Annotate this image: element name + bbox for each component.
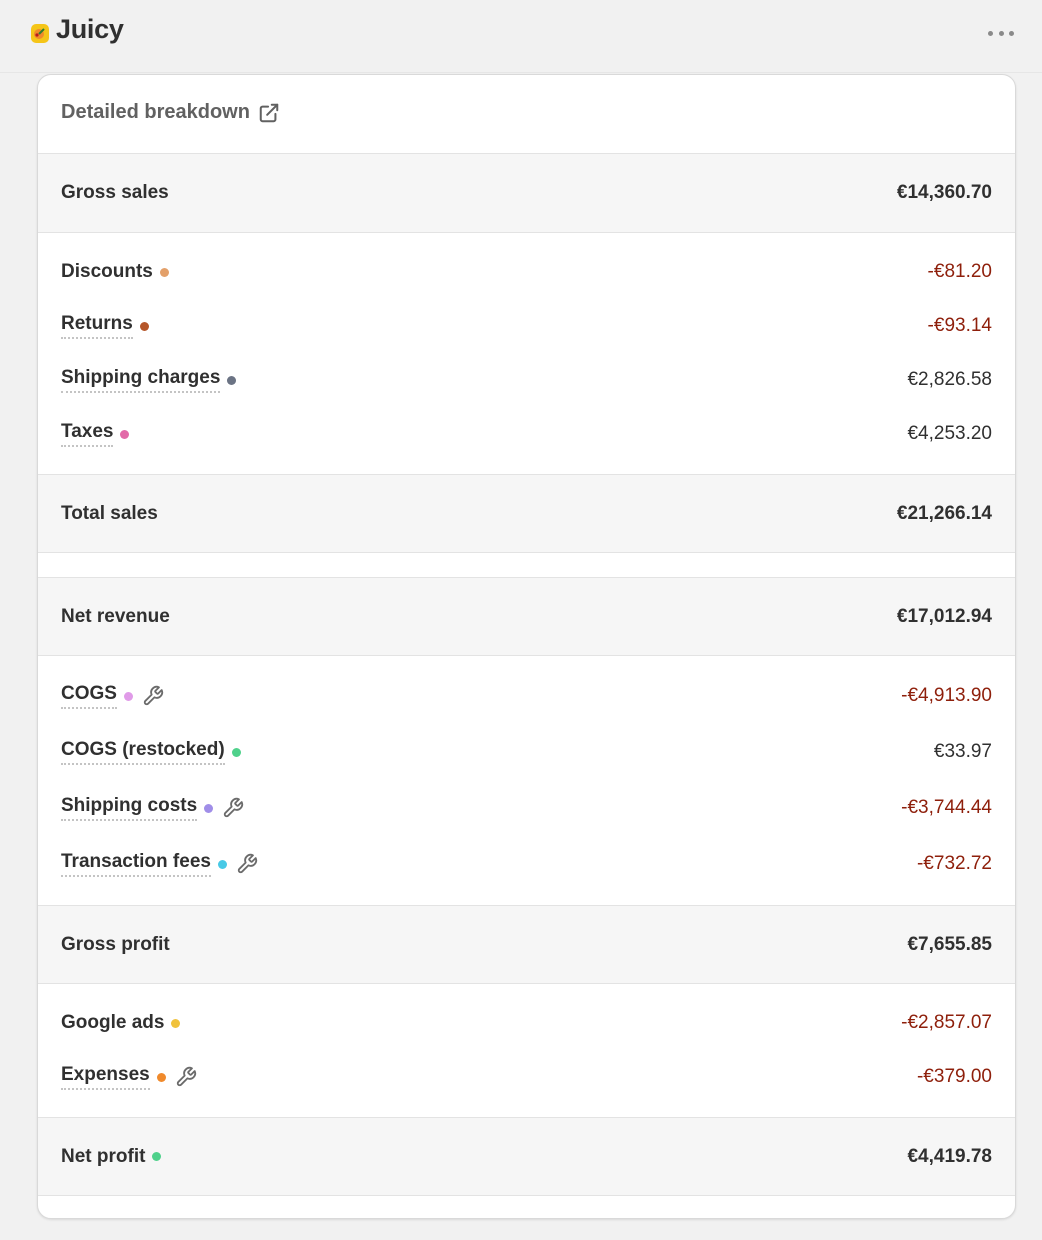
row-value: €33.97 (933, 741, 992, 762)
juicy-logo-icon (30, 22, 50, 44)
expenses-row (38, 1050, 1015, 1104)
more-horizontal-icon (988, 31, 993, 36)
top-bar (0, 0, 1042, 73)
row-value: -€379.00 (916, 1066, 992, 1087)
card-header (38, 75, 1015, 154)
row-value: €14,360.70 (896, 182, 992, 203)
gross-profit-row (38, 905, 1015, 984)
row-value: -€4,913.90 (901, 685, 992, 706)
row-label: Google ads (61, 1012, 165, 1033)
row-value: €4,253.20 (907, 423, 992, 444)
row-value: -€3,744.44 (901, 797, 992, 818)
returns-color-dot (140, 322, 149, 331)
cogs-restocked-color-dot (232, 748, 241, 757)
google-ads-color-dot (171, 1019, 180, 1028)
app-title: Juicy (56, 14, 124, 44)
row-value: €17,012.94 (896, 605, 992, 627)
cogs-restocked-row (38, 724, 1015, 780)
row-label-tooltip[interactable]: Transaction fees (61, 851, 211, 877)
wrench-icon[interactable] (236, 853, 258, 875)
card-title: Detailed breakdown (61, 101, 250, 123)
row-label-tooltip[interactable]: Shipping costs (61, 795, 197, 821)
discounts-row (38, 245, 1015, 299)
expenses-color-dot (157, 1073, 166, 1082)
wrench-icon[interactable] (175, 1066, 197, 1088)
shipping-charges-row (38, 353, 1015, 407)
taxes-row (38, 407, 1015, 461)
row-label-tooltip[interactable]: Shipping charges (61, 367, 220, 393)
more-options-button[interactable] (988, 26, 1014, 40)
net-profit-row (38, 1117, 1015, 1196)
row-value: -€81.20 (927, 261, 992, 282)
row-value: €7,655.85 (907, 933, 992, 955)
row-value: -€93.14 (927, 315, 992, 336)
cogs-row (38, 668, 1015, 724)
breakdown-card (37, 74, 1016, 1219)
google-ads-row (38, 996, 1015, 1050)
row-label: Net revenue (61, 605, 170, 627)
net-revenue-row (38, 577, 1015, 656)
row-value: €4,419.78 (907, 1145, 992, 1167)
external-link-icon (258, 102, 280, 124)
transaction-fees-row (38, 836, 1015, 892)
discounts-color-dot (160, 268, 169, 277)
total-sales-row (38, 474, 1015, 553)
shipping-costs-row (38, 780, 1015, 836)
wrench-icon[interactable] (222, 797, 244, 819)
cogs-color-dot (124, 692, 133, 701)
row-label: Gross profit (61, 933, 170, 955)
row-label-tooltip[interactable]: COGS (restocked) (61, 739, 225, 765)
row-label: Net profit (61, 1145, 146, 1167)
row-label: Total sales (61, 502, 158, 524)
row-label-tooltip[interactable]: COGS (61, 683, 117, 709)
net-profit-color-dot (152, 1152, 161, 1161)
row-value: -€732.72 (916, 853, 992, 874)
taxes-color-dot (120, 430, 129, 439)
detailed-breakdown-link[interactable] (61, 101, 280, 124)
row-label-tooltip[interactable]: Returns (61, 313, 133, 339)
row-value: €2,826.58 (907, 369, 992, 390)
row-label: Gross sales (61, 182, 169, 203)
gross-sales-row (38, 154, 1015, 233)
returns-row (38, 299, 1015, 353)
shipping-costs-color-dot (204, 804, 213, 813)
row-label: Discounts (61, 261, 153, 282)
row-label-tooltip[interactable]: Taxes (61, 421, 113, 447)
wrench-icon[interactable] (142, 685, 164, 707)
row-value: €21,266.14 (896, 502, 992, 524)
shipping-charges-color-dot (227, 376, 236, 385)
row-value: -€2,857.07 (901, 1012, 992, 1033)
row-label-tooltip[interactable]: Expenses (61, 1064, 150, 1090)
transaction-fees-color-dot (218, 860, 227, 869)
